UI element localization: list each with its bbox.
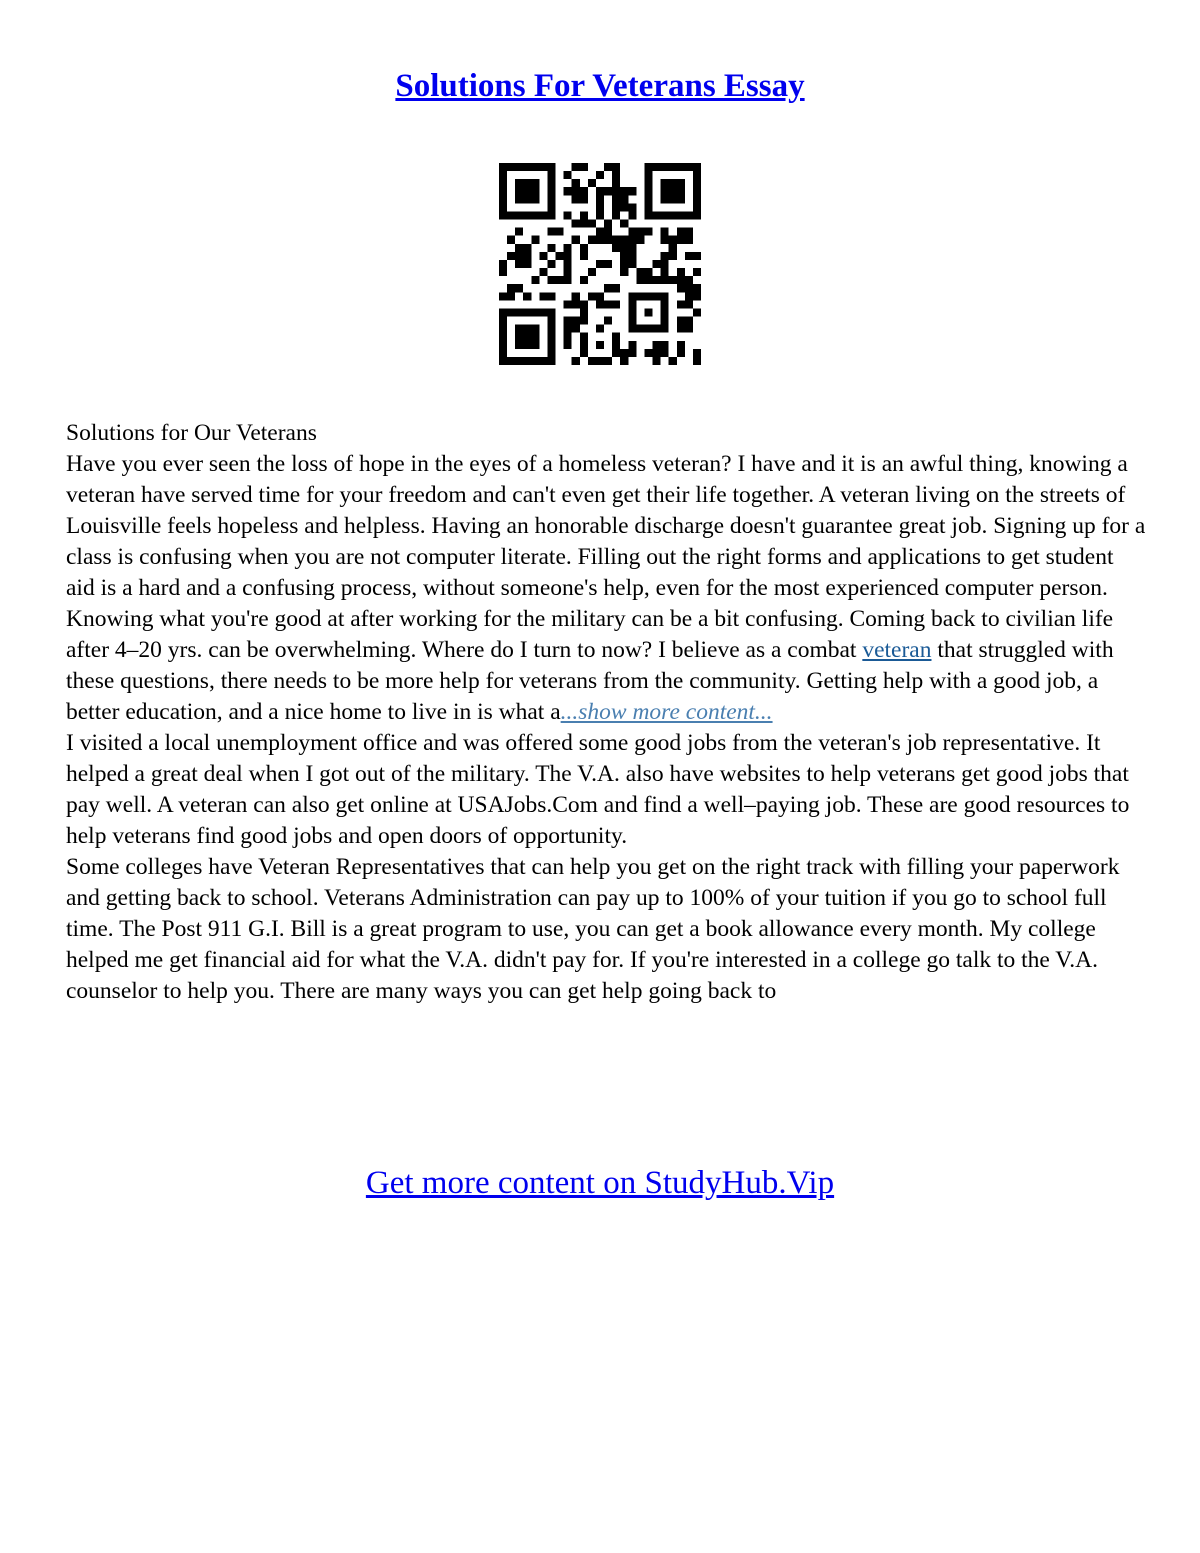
- qr-module: [644, 308, 652, 316]
- qr-module: [620, 236, 628, 244]
- qr-module: [693, 357, 701, 365]
- qr-module: [685, 252, 693, 260]
- qr-module: [580, 220, 588, 228]
- qr-module: [499, 308, 556, 316]
- qr-module: [547, 260, 555, 268]
- qr-module: [612, 333, 620, 341]
- qr-module: [596, 195, 604, 203]
- qr-module: [515, 228, 523, 236]
- qr-module: [580, 300, 588, 308]
- qr-module: [580, 276, 588, 284]
- qr-module: [653, 357, 661, 365]
- qr-module: [588, 236, 596, 244]
- qr-module: [685, 228, 693, 236]
- qr-module: [661, 236, 669, 244]
- qr-module: [620, 220, 628, 228]
- qr-module: [636, 268, 644, 276]
- qr-module: [685, 325, 693, 333]
- qr-module: [620, 268, 628, 276]
- qr-module: [628, 260, 636, 268]
- qr-module: [620, 195, 628, 203]
- document-title: [0, 66, 1200, 106]
- qr-module: [499, 268, 507, 276]
- qr-module: [693, 284, 701, 292]
- essay-paragraph-1: [66, 449, 1146, 728]
- qr-code-icon: [499, 163, 701, 365]
- qr-module: [564, 171, 572, 179]
- qr-module: [677, 349, 685, 357]
- qr-module: [580, 341, 588, 349]
- qr-module: [604, 284, 612, 292]
- qr-module: [612, 203, 620, 211]
- qr-module: [628, 211, 636, 219]
- qr-module: [499, 163, 556, 171]
- qr-module: [515, 179, 539, 203]
- footer: [0, 1162, 1200, 1204]
- qr-module: [620, 260, 628, 268]
- qr-module: [669, 276, 677, 284]
- qr-module: [661, 276, 669, 284]
- qr-module: [572, 236, 580, 244]
- qr-module: [653, 276, 661, 284]
- qr-module: [620, 187, 628, 195]
- qr-module: [564, 244, 572, 252]
- qr-module: [507, 292, 515, 300]
- qr-module: [531, 236, 539, 244]
- qr-module: [515, 252, 523, 260]
- qr-module: [661, 349, 669, 357]
- qr-module: [499, 292, 507, 300]
- qr-module: [604, 300, 612, 308]
- essay-paragraph-2: I visited a local unemployment office and was offered some good jobs from the veteran's job representative. It helped a great deal when I got out of the military. The V.A. also have websites to help veterans get good jobs that pay well. A veteran can also get online at USAJobs.Com and find a well–paying job. These are good resources to help veterans find good jobs and open doors of opportunity.: [66, 730, 1130, 849]
- qr-module: [580, 187, 588, 195]
- qr-module: [580, 244, 588, 252]
- qr-module: [515, 260, 523, 268]
- studyhub-link[interactable]: Get more content on StudyHub.Vip: [365, 1165, 835, 1201]
- qr-module: [556, 228, 564, 236]
- qr-module: [572, 292, 580, 300]
- qr-module: [564, 252, 572, 260]
- qr-module: [564, 268, 572, 276]
- qr-module: [644, 163, 652, 220]
- qr-module: [572, 300, 580, 308]
- qr-module: [628, 244, 636, 252]
- qr-module: [677, 228, 685, 236]
- qr-module: [572, 325, 580, 333]
- qr-module: [693, 349, 701, 357]
- qr-module: [515, 325, 539, 349]
- qr-module: [604, 220, 612, 228]
- qr-module: [564, 276, 572, 284]
- paragraph-1-text-start: Have you ever seen the loss of hope in the eyes of a homeless veteran? I have and it is an awful thing, knowing a veteran have served time for your freedom and can't even get their life together. A veteran living on the streets of Louisville feels hopeless and helpless. Having an honorable discharge doesn't guarantee great job. Signing up for a class is confusing when you are not computer literate. Filling out the right forms and applications to get student aid is a hard and a confusing process, without someone's help, even for the most experienced computer person. Knowing what you're good at after working for the military can be a bit confusing. Coming back to civilian life after 4–20 yrs. can be overwhelming. Where do I turn to now? I believe as a combat: [66, 451, 1146, 663]
- qr-module: [612, 284, 620, 292]
- qr-module: [507, 236, 515, 244]
- qr-module: [612, 244, 620, 252]
- qr-module: [677, 300, 685, 308]
- qr-module: [685, 276, 693, 284]
- qr-module: [580, 349, 588, 357]
- qr-module: [677, 341, 685, 349]
- qr-module: [677, 325, 685, 333]
- essay-body: [66, 418, 1146, 1007]
- qr-module: [547, 276, 555, 284]
- qr-module: [644, 163, 701, 171]
- qr-module: [653, 349, 661, 357]
- qr-module: [588, 292, 596, 300]
- qr-module: [499, 211, 556, 219]
- qr-module: [612, 195, 620, 203]
- qr-module: [588, 268, 596, 276]
- qr-module: [572, 187, 580, 195]
- qr-module: [661, 260, 669, 268]
- qr-module: [644, 228, 652, 236]
- qr-module: [644, 349, 652, 357]
- qr-module: [499, 260, 507, 268]
- essay-paragraph-3: Some colleges have Veteran Representatives that can help you get on the right track with filling your paperwork and getting back to school. Veterans Administration can pay up to 100% of your tuition if you go to school full time. The Post 911 G.I. Bill is a great program to use, you can get a book allowance every month. My college helped me get financial aid for what the V.A. didn't pay for. If you're interested in a college go talk to the V.A. counselor to help you. There are many ways you can get help going back to: [66, 854, 1120, 1004]
- qr-module: [612, 341, 620, 349]
- qr-module: [636, 236, 644, 244]
- qr-module: [612, 349, 620, 357]
- paragraph-1-text-end: that struggled with these questions, there needs to be more help for veterans from the community. Getting help with a good job, a better education, and a nice home to live in is what a: [66, 637, 1114, 725]
- qr-module: [604, 236, 612, 244]
- qr-module: [604, 163, 612, 171]
- qr-module: [636, 276, 644, 284]
- qr-module: [620, 244, 628, 252]
- qr-module: [564, 300, 572, 308]
- qr-module: [572, 317, 580, 325]
- qr-module: [580, 333, 588, 341]
- qr-module: [669, 236, 677, 244]
- qr-module: [547, 308, 555, 365]
- qr-module: [580, 317, 588, 325]
- qr-module: [612, 171, 620, 179]
- qr-module: [564, 260, 572, 268]
- qr-module: [669, 252, 677, 260]
- qr-module: [685, 300, 693, 308]
- qr-module: [547, 163, 555, 220]
- qr-module: [612, 300, 620, 308]
- qr-module: [644, 276, 652, 284]
- qr-module: [547, 244, 555, 252]
- qr-module: [604, 317, 612, 325]
- qr-module: [539, 292, 547, 300]
- qr-module: [677, 276, 685, 284]
- qr-module: [628, 236, 636, 244]
- qr-module: [596, 260, 604, 268]
- qr-module: [661, 179, 685, 203]
- qr-module: [653, 341, 661, 349]
- qr-module: [644, 268, 652, 276]
- qr-module: [661, 292, 669, 332]
- essay-subtitle: Solutions for Our Veterans: [66, 420, 317, 446]
- qr-module: [580, 252, 588, 260]
- qr-module: [588, 179, 596, 187]
- qr-module: [596, 203, 604, 211]
- qr-module: [628, 292, 636, 332]
- qr-module: [588, 357, 596, 365]
- qr-module: [523, 260, 531, 268]
- qr-module: [564, 317, 572, 325]
- qr-module: [572, 357, 580, 365]
- qr-code-graphic: [499, 163, 701, 365]
- qr-module: [661, 268, 669, 276]
- qr-module: [693, 308, 701, 316]
- qr-module: [539, 268, 547, 276]
- qr-module: [677, 317, 685, 325]
- qr-module: [564, 187, 572, 195]
- qr-module: [661, 341, 669, 349]
- qr-module: [596, 228, 604, 236]
- qr-module: [507, 284, 515, 292]
- qr-module: [636, 228, 644, 236]
- qr-module: [685, 317, 693, 325]
- qr-module: [693, 163, 701, 220]
- qr-module: [564, 341, 572, 349]
- qr-module: [653, 260, 661, 268]
- qr-module: [612, 211, 620, 219]
- qr-module: [661, 252, 669, 260]
- qr-module: [564, 211, 572, 219]
- qr-module: [572, 195, 580, 203]
- qr-module: [661, 228, 669, 236]
- qr-module: [580, 195, 588, 203]
- qr-module: [556, 252, 564, 260]
- qr-module: [628, 349, 636, 357]
- qr-module: [547, 292, 555, 300]
- show-more-link[interactable]: ...show more content...: [560, 699, 773, 725]
- qr-module: [628, 187, 636, 195]
- qr-module: [564, 333, 572, 341]
- qr-module: [523, 292, 531, 300]
- qr-module: [612, 179, 620, 187]
- qr-module: [588, 220, 596, 228]
- qr-module: [612, 187, 620, 195]
- qr-module: [531, 276, 539, 284]
- qr-module: [547, 228, 555, 236]
- qr-module: [596, 341, 604, 349]
- qr-module: [693, 268, 701, 276]
- qr-module: [604, 357, 612, 365]
- qr-module: [580, 308, 588, 316]
- qr-module: [677, 268, 685, 276]
- qr-module: [685, 292, 693, 300]
- qr-module: [677, 284, 685, 292]
- veteran-link[interactable]: veteran: [862, 637, 932, 663]
- qr-module: [612, 236, 620, 244]
- qr-module: [596, 357, 604, 365]
- qr-module: [628, 203, 636, 211]
- qr-module: [580, 211, 588, 219]
- qr-module: [604, 228, 612, 236]
- qr-module: [596, 300, 604, 308]
- title-link[interactable]: Solutions For Veterans Essay: [395, 68, 805, 104]
- qr-module: [523, 252, 531, 260]
- qr-module: [564, 325, 572, 333]
- qr-module: [669, 244, 677, 252]
- qr-module: [596, 211, 604, 219]
- qr-module: [693, 292, 701, 300]
- qr-module: [620, 203, 628, 211]
- qr-module: [499, 163, 507, 220]
- qr-module: [523, 244, 531, 252]
- qr-module: [596, 187, 604, 195]
- qr-module: [596, 236, 604, 244]
- qr-module: [515, 284, 523, 292]
- qr-module: [507, 252, 515, 260]
- qr-module: [515, 244, 523, 252]
- qr-module: [620, 357, 628, 365]
- qr-module: [604, 260, 612, 268]
- qr-module: [572, 220, 580, 228]
- qr-module: [596, 292, 604, 300]
- qr-module: [620, 349, 628, 357]
- qr-module: [596, 171, 604, 179]
- qr-module: [669, 357, 677, 365]
- qr-module: [620, 252, 628, 260]
- qr-module: [499, 357, 556, 365]
- qr-module: [572, 163, 580, 171]
- qr-module: [677, 236, 685, 244]
- qr-module: [596, 325, 604, 333]
- qr-module: [572, 179, 580, 187]
- qr-module: [499, 308, 507, 365]
- qr-module: [693, 252, 701, 260]
- qr-module: [628, 252, 636, 260]
- qr-module: [612, 163, 620, 171]
- qr-module: [628, 228, 636, 236]
- qr-module: [644, 211, 701, 219]
- qr-module: [556, 276, 564, 284]
- qr-module: [685, 236, 693, 244]
- qr-module: [628, 341, 636, 349]
- qr-module: [685, 284, 693, 292]
- qr-module: [539, 252, 547, 260]
- qr-module: [580, 163, 588, 171]
- qr-module: [604, 187, 612, 195]
